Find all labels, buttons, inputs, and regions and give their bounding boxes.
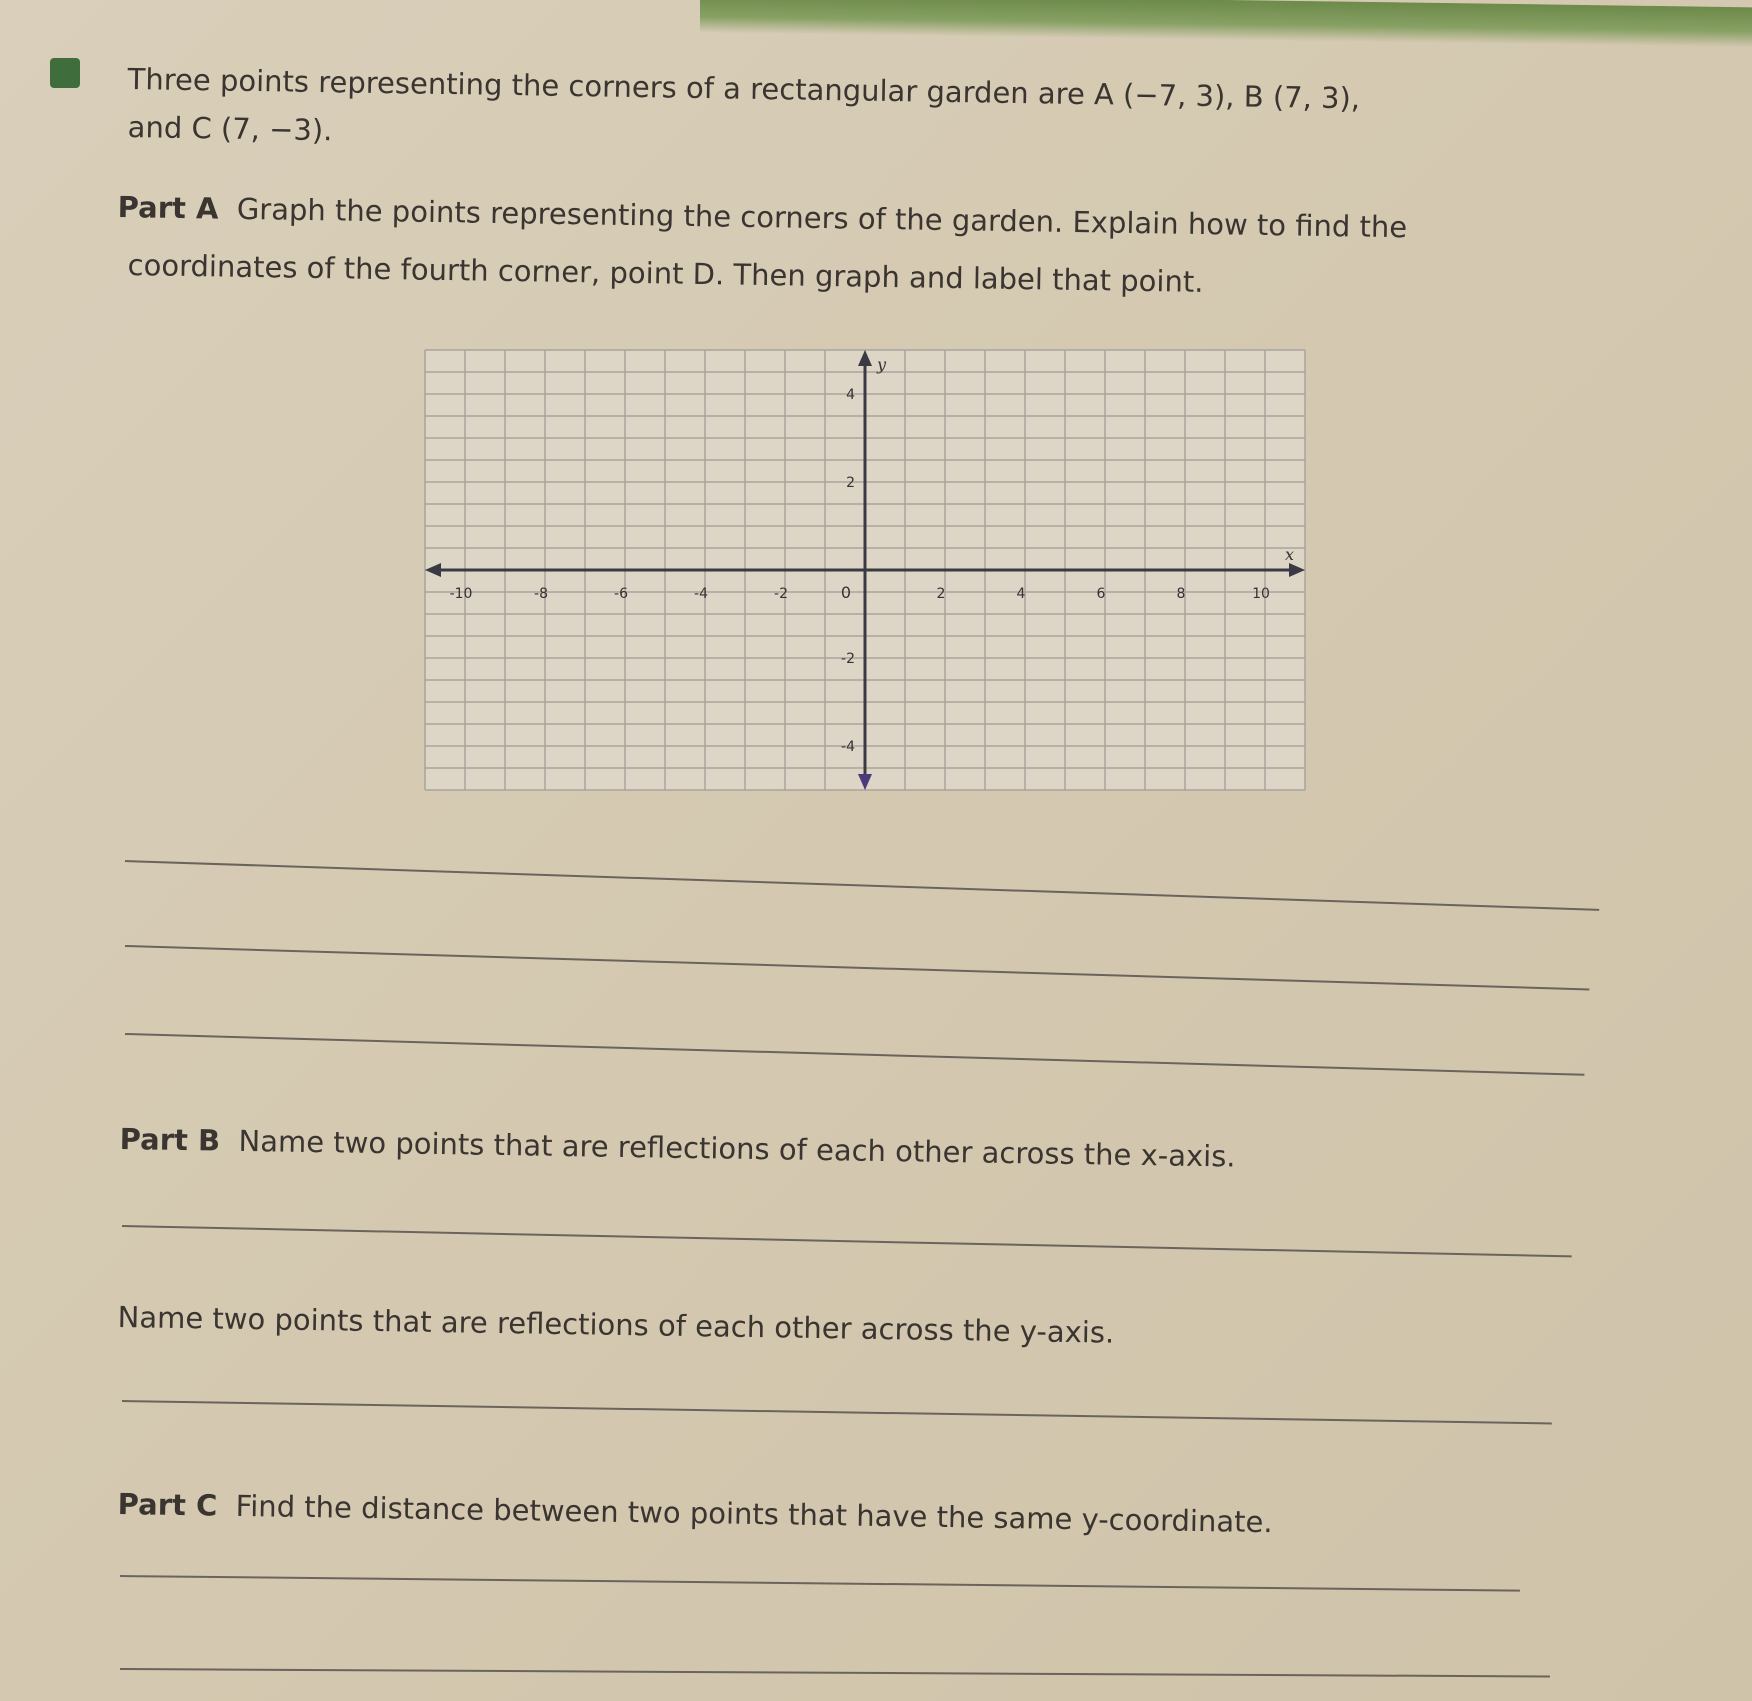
problem-intro-line1: Three points representing the corners of a rectangular garden are A (−7, 3), B (7, 3), bbox=[127, 61, 1361, 116]
x-tick-label: -6 bbox=[614, 586, 628, 602]
answer-line-c1[interactable] bbox=[120, 1575, 1520, 1592]
part-b-q1 bbox=[119, 1120, 1235, 1176]
answer-line-a2[interactable] bbox=[125, 945, 1589, 990]
y-tick-label: -2 bbox=[841, 651, 855, 667]
answer-line-b1[interactable] bbox=[122, 1225, 1572, 1257]
x-tick-label: -4 bbox=[694, 586, 708, 602]
part-c-q bbox=[117, 1485, 1272, 1541]
problem-number-badge bbox=[50, 58, 80, 88]
part-a-line1 bbox=[117, 188, 1407, 246]
part-a-label: Part A bbox=[117, 189, 219, 226]
coordinate-grid[interactable] bbox=[420, 345, 1310, 795]
answer-line-a1[interactable] bbox=[125, 860, 1599, 911]
y-tick-label: -4 bbox=[841, 739, 855, 755]
x-tick-label: -2 bbox=[774, 586, 788, 602]
x-tick-label: -10 bbox=[449, 586, 473, 602]
x-tick-label: 6 bbox=[1096, 586, 1106, 602]
part-b-q2: Name two points that are reflections of each other across the y-axis. bbox=[117, 1299, 1115, 1350]
y-axis-label: y bbox=[877, 355, 887, 374]
x-tick-label: -8 bbox=[534, 586, 548, 602]
x-tick-label: 10 bbox=[1252, 586, 1270, 602]
answer-line-b2[interactable] bbox=[122, 1400, 1552, 1424]
part-b-q1-text: Name two points that are reflections of each other across the x-axis. bbox=[238, 1123, 1236, 1174]
page-edge-strip bbox=[700, 0, 1752, 47]
y-tick-label: 2 bbox=[846, 475, 855, 491]
origin-label: 0 bbox=[840, 583, 851, 602]
part-c-label: Part C bbox=[117, 1486, 218, 1523]
answer-line-a3[interactable] bbox=[125, 1033, 1584, 1076]
y-tick-label: 4 bbox=[846, 387, 855, 403]
x-tick-label: 4 bbox=[1016, 586, 1026, 602]
x-axis-label: x bbox=[1285, 545, 1295, 564]
part-b-label: Part B bbox=[119, 1121, 221, 1158]
x-tick-label: 2 bbox=[936, 586, 946, 602]
part-a-text1: Graph the points representing the corners of the garden. Explain how to find the bbox=[236, 191, 1408, 245]
answer-line-c2[interactable] bbox=[120, 1668, 1550, 1677]
problem-intro-line2: and C (7, −3). bbox=[127, 109, 333, 148]
part-c-text: Find the distance between two points that have the same y-coordinate. bbox=[235, 1488, 1273, 1540]
x-tick-label: 8 bbox=[1176, 586, 1186, 602]
part-a-line2: coordinates of the fourth corner, point D. Then graph and label that point. bbox=[127, 247, 1204, 299]
